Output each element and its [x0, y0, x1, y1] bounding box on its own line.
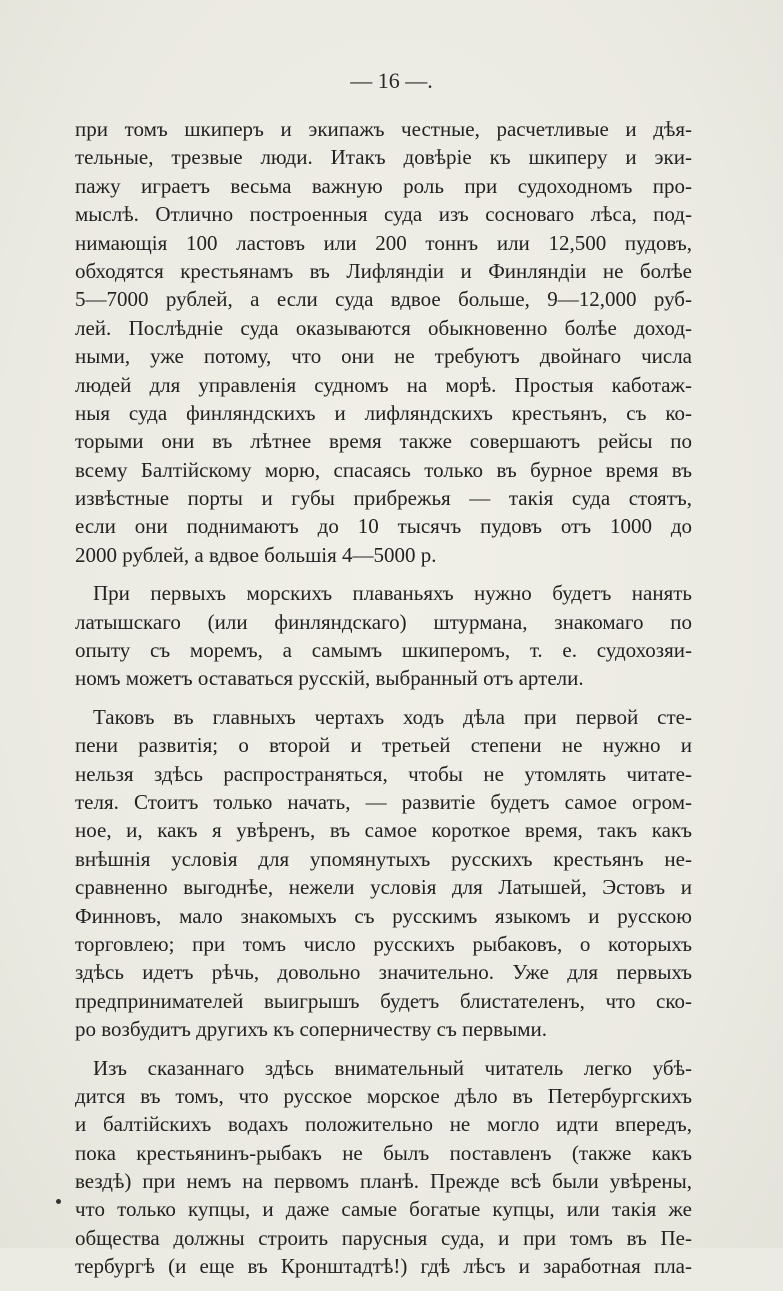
text-line: всему Балтійскому морю, спасаясь только въ бурное время въ	[75, 457, 692, 482]
text-line: здѣсь идетъ рѣчь, довольно значительно. Уже для первыхъ	[75, 960, 692, 985]
text-line: тербургѣ (и еще въ Кронштадтѣ!) гдѣ лѣсъ и заработная пла-	[75, 1254, 692, 1279]
text-line: Таковъ въ главныхъ чертахъ ходъ дѣла при первой сте-	[93, 704, 692, 729]
text-line: ныя суда финляндскихъ и лифляндскихъ крестьянъ, съ ко-	[75, 400, 692, 425]
paragraph	[75, 579, 692, 693]
page-number: — 16 —.	[350, 68, 433, 93]
text-line: дится въ томъ, что русское морское дѣло въ Петербургскихъ	[75, 1083, 692, 1108]
text-line: пени развитія; о второй и третьей степени не нужно и	[75, 733, 692, 758]
text-line: пажу играетъ весьма важную роль при судоходномъ про-	[75, 173, 692, 198]
text-line: лей. Послѣдніе суда оказываются обыкновенно болѣе доход-	[75, 315, 692, 340]
text-line: номъ можетъ оставаться русскій, выбранный отъ артели.	[75, 666, 584, 691]
paragraph	[75, 115, 692, 569]
text-line: и балтійскихъ водахъ положительно не могло идти впередъ,	[75, 1112, 692, 1137]
text-line: теля. Стоитъ только начать, — развитіе будетъ самое огром-	[75, 789, 692, 814]
text-line: 2000 рублей, а вдвое большія 4—5000 р.	[75, 542, 437, 567]
ink-spot	[56, 1199, 61, 1204]
text-line: людей для управленія судномъ на морѣ. Простыя каботаж-	[75, 372, 692, 397]
text-line: тельные, трезвые люди. Итакъ довѣріе къ шкиперу и эки-	[75, 145, 692, 170]
text-line: вездѣ) при немъ на первомъ планѣ. Прежде всѣ были увѣрены,	[75, 1169, 692, 1194]
text-line: Финновъ, мало знакомыхъ съ русскимъ языкомъ и русскою	[75, 903, 692, 928]
text-line: извѣстные порты и губы прибрежья — такія суда стоятъ,	[75, 486, 692, 511]
text-line: торговлею; при томъ число русскихъ рыбаковъ, о которыхъ	[75, 931, 692, 956]
text-line: сравненно выгоднѣе, нежели условія для Латышей, Эстовъ и	[75, 875, 692, 900]
text-line: 5—7000 рублей, а если суда вдвое больше, 9—12,000 руб-	[75, 287, 692, 312]
text-line: торыми они въ лѣтнее время также совершаютъ рейсы по	[75, 429, 692, 454]
text-line: обходятся крестьянамъ въ Лифляндіи и Финляндіи не болѣе	[75, 258, 692, 283]
text-line: мыслѣ. Отлично построенныя суда изъ сосноваго лѣса, под-	[75, 202, 692, 227]
text-line: ное, и, какъ я увѣренъ, въ самое короткое время, такъ какъ	[75, 818, 692, 843]
paragraph	[75, 1054, 692, 1281]
text-line: ро возбудитъ другихъ къ соперничеству съ первыми.	[75, 1017, 547, 1042]
text-line: при томъ шкиперъ и экипажъ честные, расчетливые и дѣя-	[75, 117, 692, 141]
text-line: предпринимателей выигрышъ будетъ блистателенъ, что ско-	[75, 988, 692, 1013]
text-line: Изъ сказаннаго здѣсь внимательный читатель легко убѣ-	[93, 1055, 692, 1080]
text-line: При первыхъ морскихъ плаваньяхъ нужно будетъ нанять	[93, 581, 692, 606]
text-line: если они поднимаютъ до 10 тысячъ пудовъ отъ 1000 до	[75, 514, 692, 539]
text-line: что только купцы, и даже самые богатые купцы, или такія же	[75, 1197, 692, 1222]
paragraph	[75, 703, 692, 1044]
body-text	[75, 115, 692, 1291]
text-line: нимающія 100 ластовъ или 200 тоннъ или 12,500 пудовъ,	[75, 230, 692, 255]
text-line: латышскаго (или финляндскаго) штурмана, знакомаго по	[75, 609, 692, 634]
text-line: опыту съ моремъ, а самымъ шкиперомъ, т. е. судохозяи-	[75, 638, 692, 663]
text-line: ными, уже потому, что они не требуютъ двойнаго числа	[75, 344, 692, 369]
text-line: пока крестьянинъ-рыбакъ не былъ поставленъ (также какъ	[75, 1140, 692, 1165]
text-line: внѣшнія условія для упомянутыхъ русскихъ крестьянъ не-	[75, 846, 692, 871]
text-line: нельзя здѣсь распространяться, чтобы не утомлять читате-	[75, 761, 692, 786]
text-line: общества должны строить парусныя суда, и при томъ въ Пе-	[75, 1225, 692, 1250]
